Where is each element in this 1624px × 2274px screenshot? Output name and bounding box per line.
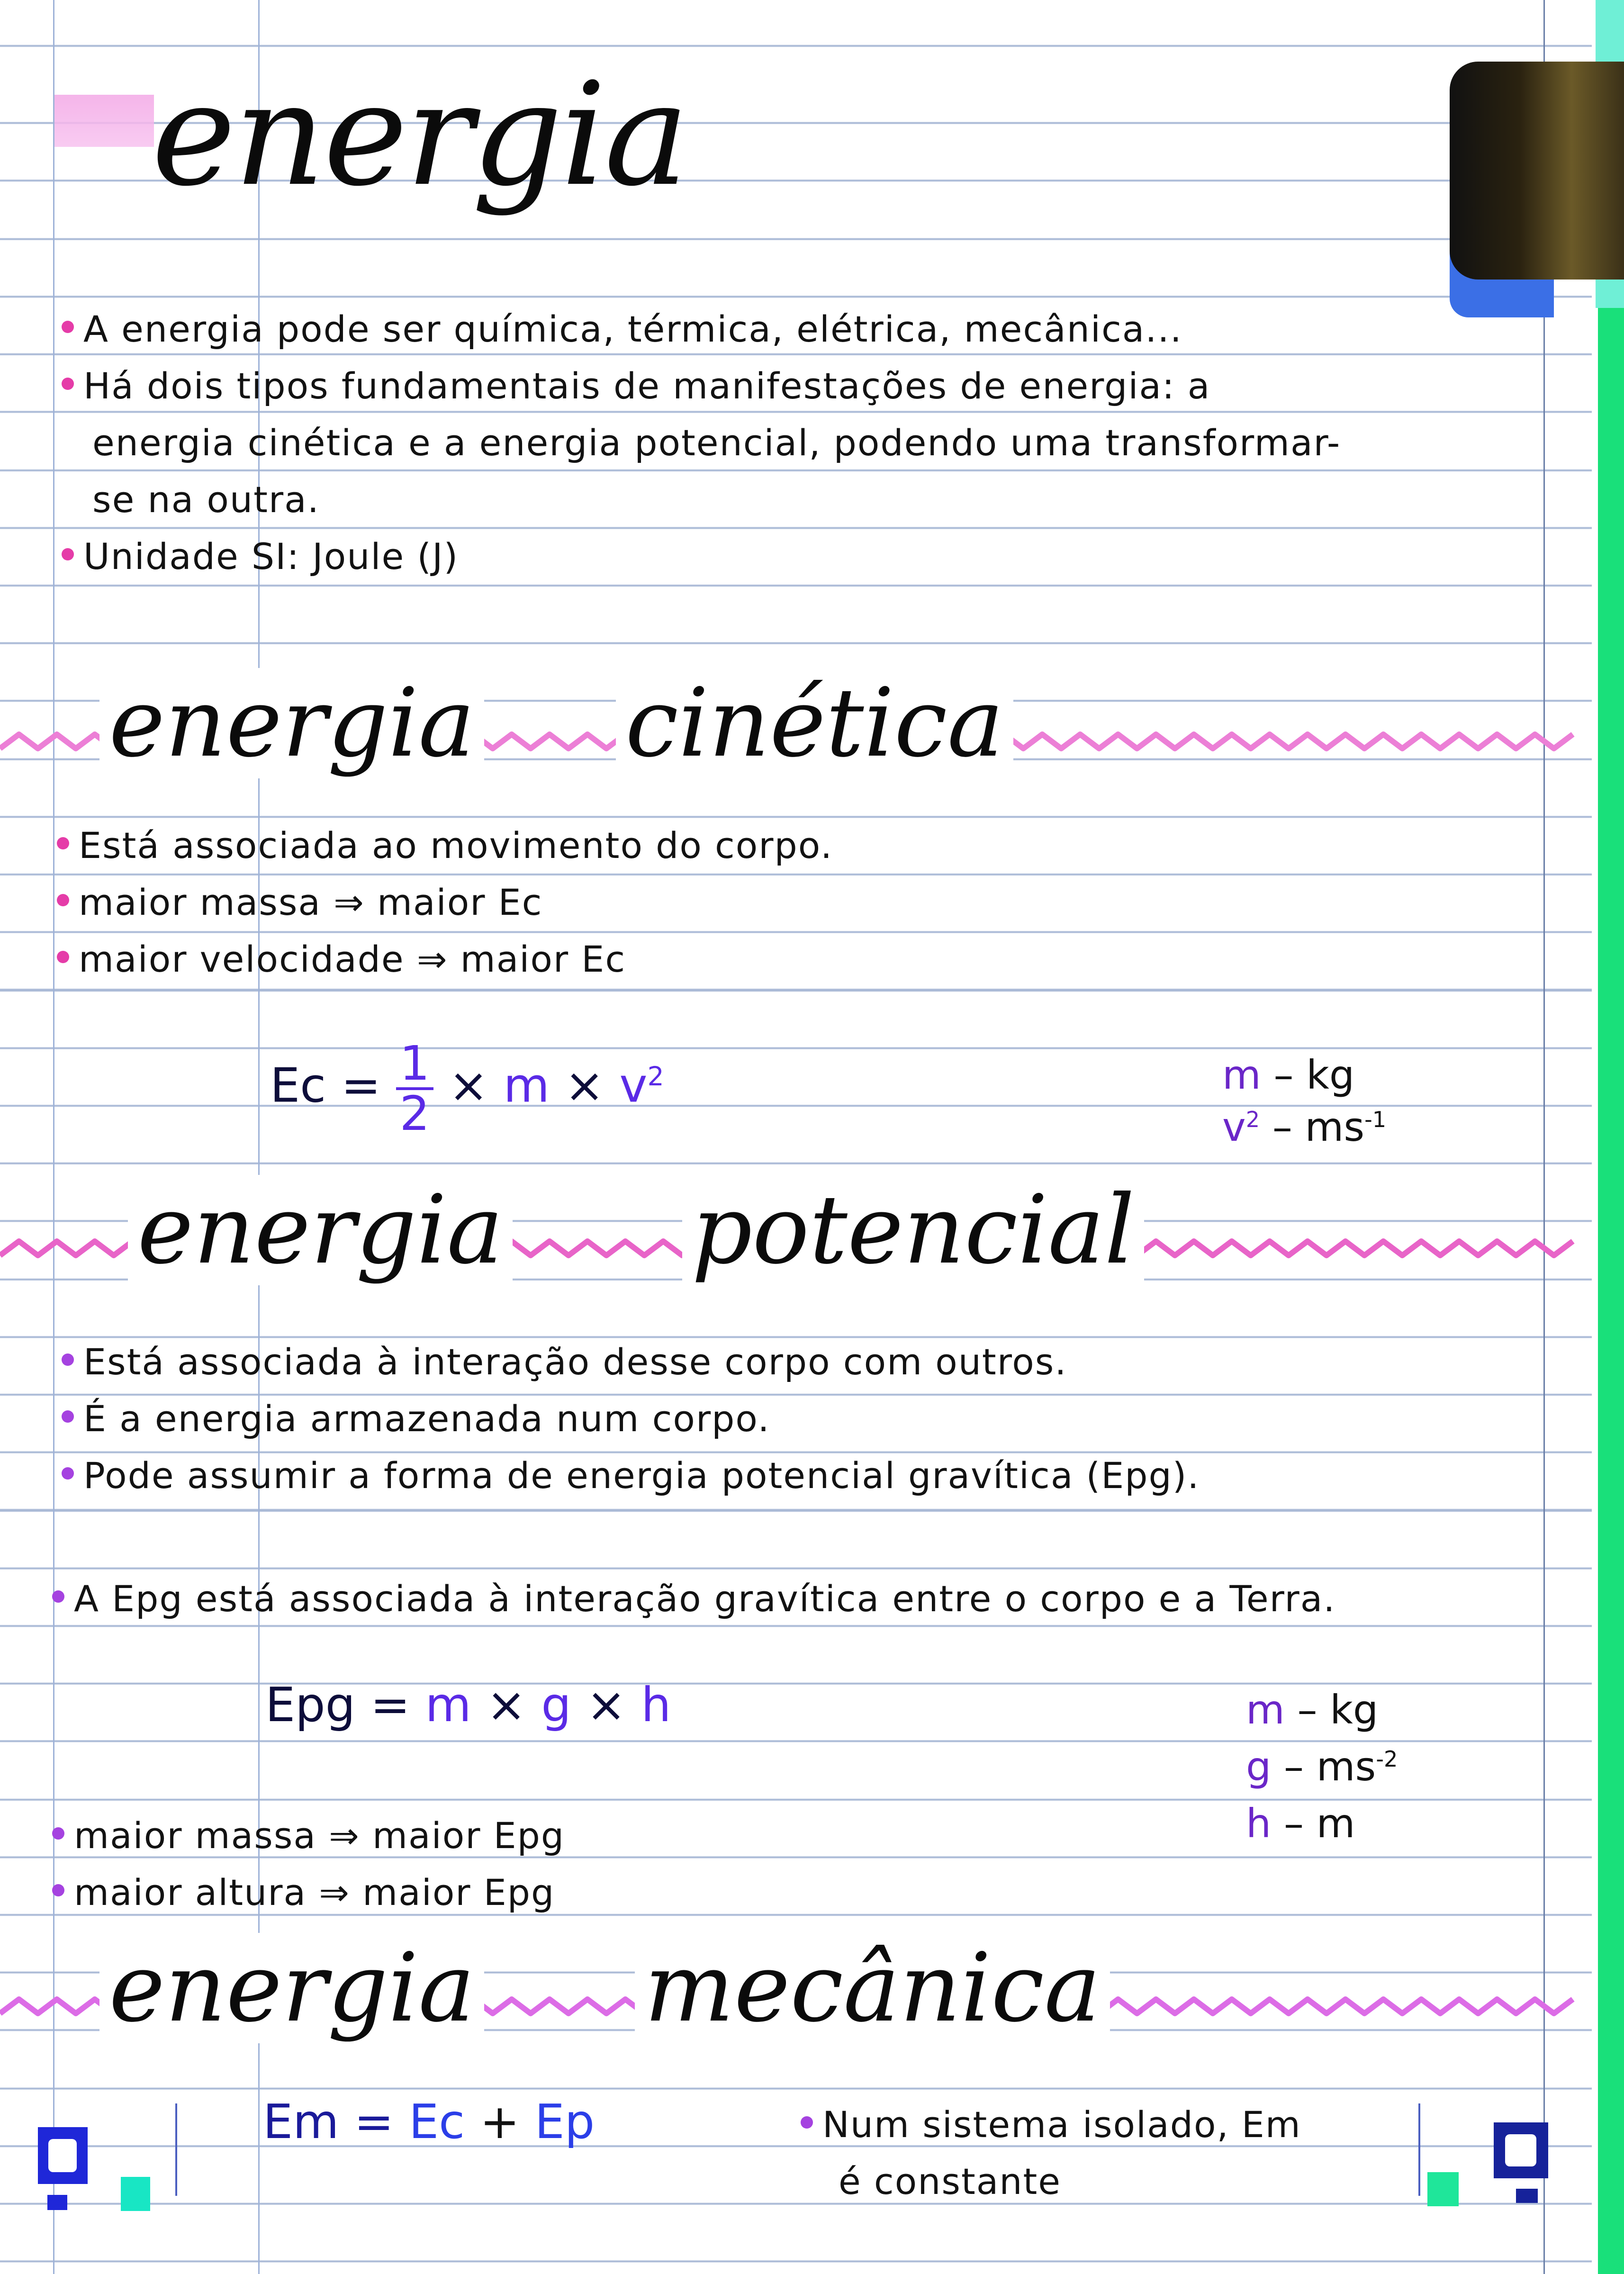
sticker-teal-left [121,2177,150,2211]
potencial-bullet-3: Pode assumir a forma de energia potencial gravítica (Epg). [62,1454,1200,1497]
bullet-icon [52,1884,64,1896]
section-heading-word1: energia [99,668,484,778]
section-heading-word2: cinética [616,668,1013,778]
section-heading-word2: potencial [682,1175,1144,1285]
section-heading-word2: mecânica [635,1933,1110,2043]
sticker-teal-right [1427,2172,1459,2206]
page-edge-green [1598,308,1624,2274]
potencial-bullet-1: Está associada à interação desse corpo com outros. [62,1341,1067,1383]
fraction: $\frac{1}{2}$ [396,1040,434,1137]
margin-line-right [1543,0,1545,2274]
bullet-icon [62,548,74,560]
intro-line-4: se na outra. [92,478,320,521]
cinetica-bullet-1: Está associada ao movimento do corpo. [57,824,833,866]
unit-h-m: h – m [1246,1800,1355,1847]
sticker-small-left [47,2195,67,2210]
unit-m-kg: m – kg [1222,1052,1355,1098]
margin-line-left [53,0,54,2274]
unit-g-ms2: g – $ms^{-2}$ [1246,1743,1398,1790]
cinetica-bullet-2: maior massa ⇒ maior Ec [57,881,542,923]
bullet-icon [62,1410,74,1423]
section-energia-cinetica [0,668,1592,805]
section-heading-word1: energia [128,1175,513,1285]
potencial-bullet-4: maior massa ⇒ maior Epg [52,1814,565,1857]
intro-line-5: Unidade SI: Joule (J) [62,535,459,578]
corner-sticker-left-icon [38,2127,88,2184]
bullet-icon [57,837,69,849]
bullet-icon [57,951,69,963]
intro-line-1: A energia pode ser química, térmica, elétrica, mecânica... [62,308,1182,350]
epg-note: A Epg está associada à interação gravítica entre o corpo e a Terra. [52,1578,1336,1620]
corner-sticker-right-icon [1494,2122,1548,2178]
intro-line-2: Há dois tipos fundamentais de manifestações de energia: a [62,365,1210,407]
section-energia-potencial [0,1175,1592,1312]
title-highlight [54,95,154,147]
bullet-icon [52,1827,64,1840]
mecanica-note-line-1: Num sistema isolado, Em [801,2103,1301,2146]
section-heading-word1: energia [99,1933,484,2043]
mecanica-note-line-2: é constante [839,2160,1062,2202]
kinetic-energy-formula: Ec = $\frac{1}{2}$ × $m \times v^2$ [270,1036,664,1141]
unit-v-ms: $v^2 - ms^{-1}$ [1222,1104,1387,1150]
page-title: energia [152,52,687,217]
intro-line-3: energia cinética e a energia potencial, podendo uma transformar- [92,422,1341,464]
bullet-icon [57,894,69,906]
unit-m-kg: m – kg [1246,1687,1379,1733]
bullet-icon [62,321,74,333]
bullet-icon [62,378,74,390]
bullet-icon [801,2116,813,2129]
section-energia-mecanica [0,1933,1592,2070]
bullet-icon [62,1354,74,1366]
sticker-small-right [1516,2189,1538,2203]
bullet-icon [52,1590,64,1603]
potencial-bullet-2: É a energia armazenada num corpo. [62,1398,770,1440]
binder-clip-icon [1450,62,1624,280]
potencial-bullet-5: maior altura ⇒ maior Epg [52,1871,555,1913]
cinetica-bullet-3: maior velocidade ⇒ maior Ec [57,938,626,980]
gravitational-energy-formula: Epg = m × g × h [265,1677,671,1733]
bullet-icon [62,1467,74,1480]
mechanical-energy-formula: Em = Ec + Ep [263,2094,595,2149]
